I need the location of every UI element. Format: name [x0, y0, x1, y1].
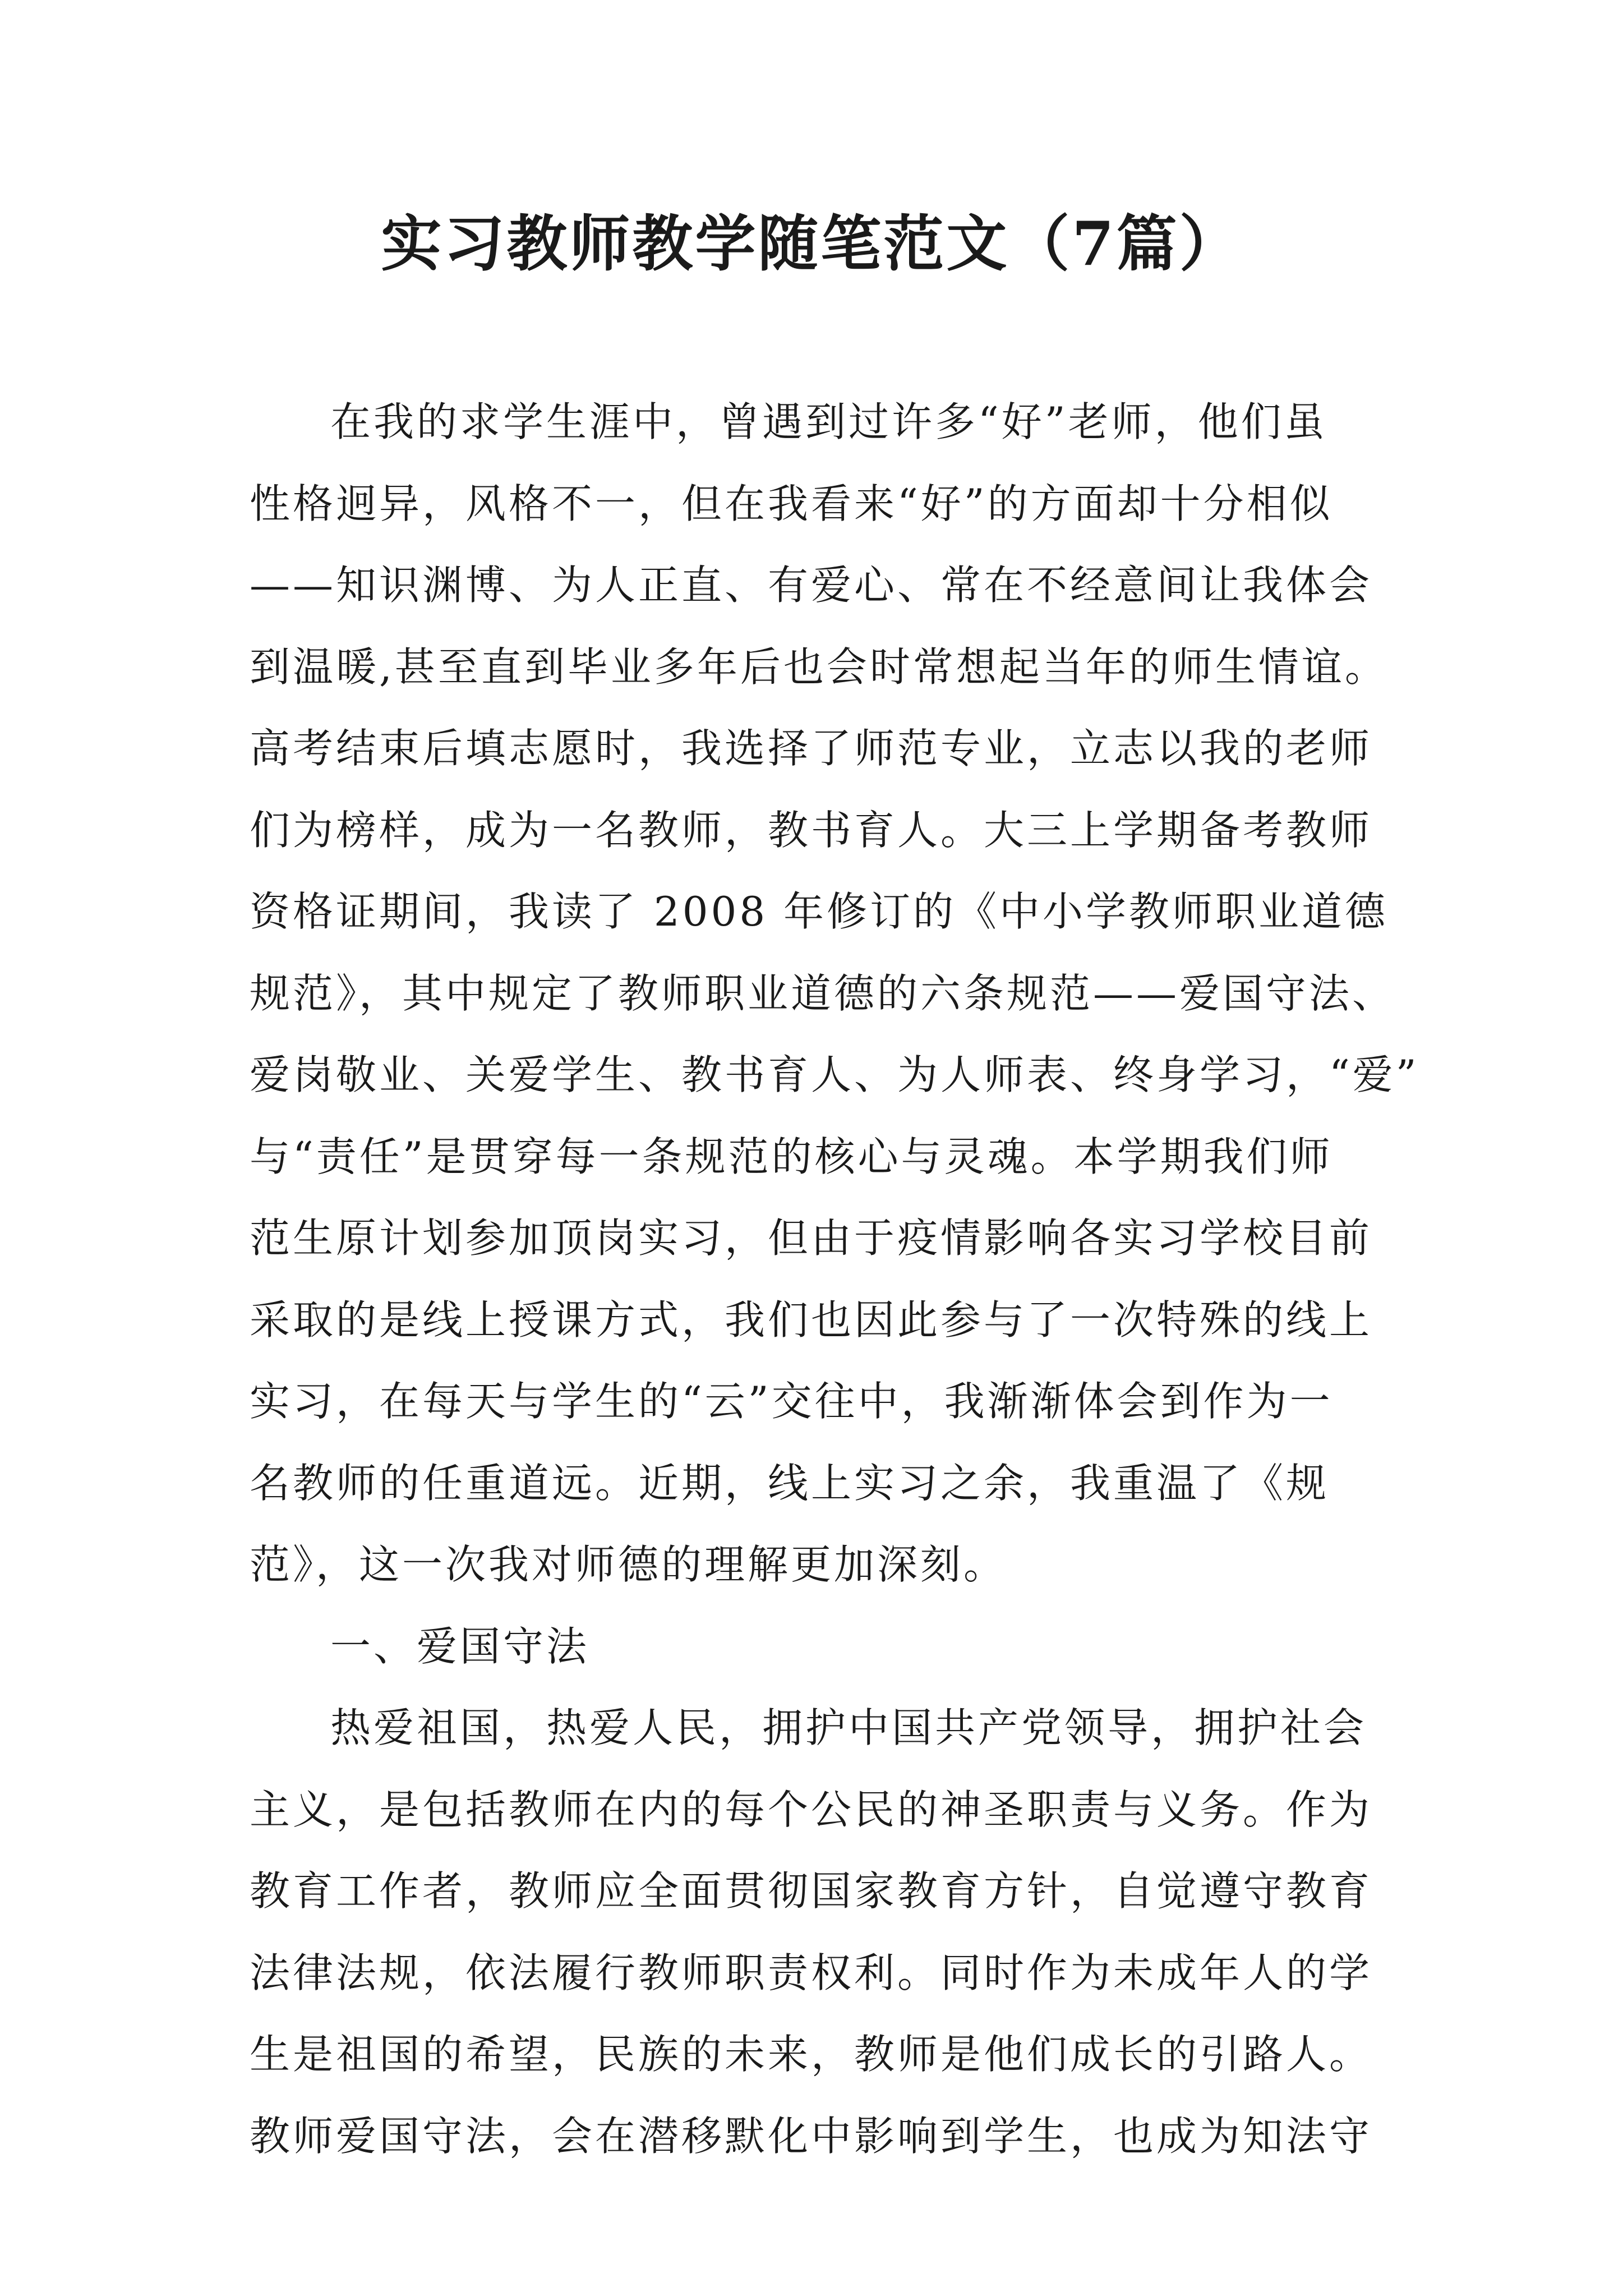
text-line: 法律法规，依法履行教师职责权利。同时作为未成年人的学	[250, 1949, 1373, 1996]
text-line: 在我的求学生涯中，曾遇到过许多“好”老师，他们虽	[330, 398, 1327, 445]
text-line: 们为榜样，成为一名教师，教书育人。大三上学期备考教师	[250, 806, 1373, 854]
text-line: 主义，是包括教师在内的每个公民的神圣职责与义务。作为	[250, 1786, 1373, 1833]
body-paragraph	[250, 1687, 1380, 2177]
text-line: 到温暖,甚至直到毕业多年后也会时常想起当年的师生情谊。	[250, 643, 1388, 691]
text-line: 规范》，其中规定了教师职业道德的六条规范——爱国守法、	[250, 969, 1396, 1017]
document-body	[250, 381, 1419, 2177]
text-line: 采取的是线上授课方式，我们也因此参与了一次特殊的线上	[250, 1296, 1373, 1343]
section-heading-text: 一、爱国守法	[330, 1622, 590, 1670]
text-line: 范生原计划参加顶岗实习，但由于疫情影响各实习学校目前	[250, 1214, 1373, 1262]
section-heading	[250, 1606, 1380, 1688]
text-line: 爱岗敬业、关爱学生、教书育人、为人师表、终身学习，“爱”	[250, 1051, 1419, 1098]
text-line: 名教师的任重道远。近期，线上实习之余，我重温了《规	[250, 1459, 1330, 1507]
text-line: 范》，这一次我对师德的理解更加深刻。	[250, 1541, 1007, 1588]
text-line: 与“责任”是贯穿每一条规范的核心与灵魂。本学期我们师	[250, 1133, 1333, 1180]
text-line: 资格证期间，我读了 2008 年修订的《中小学教师职业道德	[250, 888, 1389, 935]
intro-paragraph	[250, 381, 1419, 1606]
text-line: 高考结束后填志愿时，我选择了师范专业，立志以我的老师	[250, 725, 1373, 772]
text-line: ——知识渊博、为人正直、有爱心、常在不经意间让我体会	[250, 562, 1373, 609]
text-line: 生是祖国的希望，民族的未来，教师是他们成长的引路人。	[250, 2031, 1373, 2078]
text-line: 热爱祖国，热爱人民，拥护中国共产党领导，拥护社会	[330, 1704, 1367, 1751]
text-line: 实习，在每天与学生的“云”交往中，我渐渐体会到作为一	[250, 1378, 1333, 1425]
document-title: 实习教师教学随笔范文（7篇）	[381, 209, 1242, 279]
text-line: 性格迥异，风格不一，但在我看来“好”的方面却十分相似	[250, 480, 1333, 527]
text-line: 教育工作者，教师应全面贯彻国家教育方针，自觉遵守教育	[250, 1867, 1373, 1915]
text-line: 教师爱国守法，会在潜移默化中影响到学生，也成为知法守	[250, 2112, 1373, 2160]
